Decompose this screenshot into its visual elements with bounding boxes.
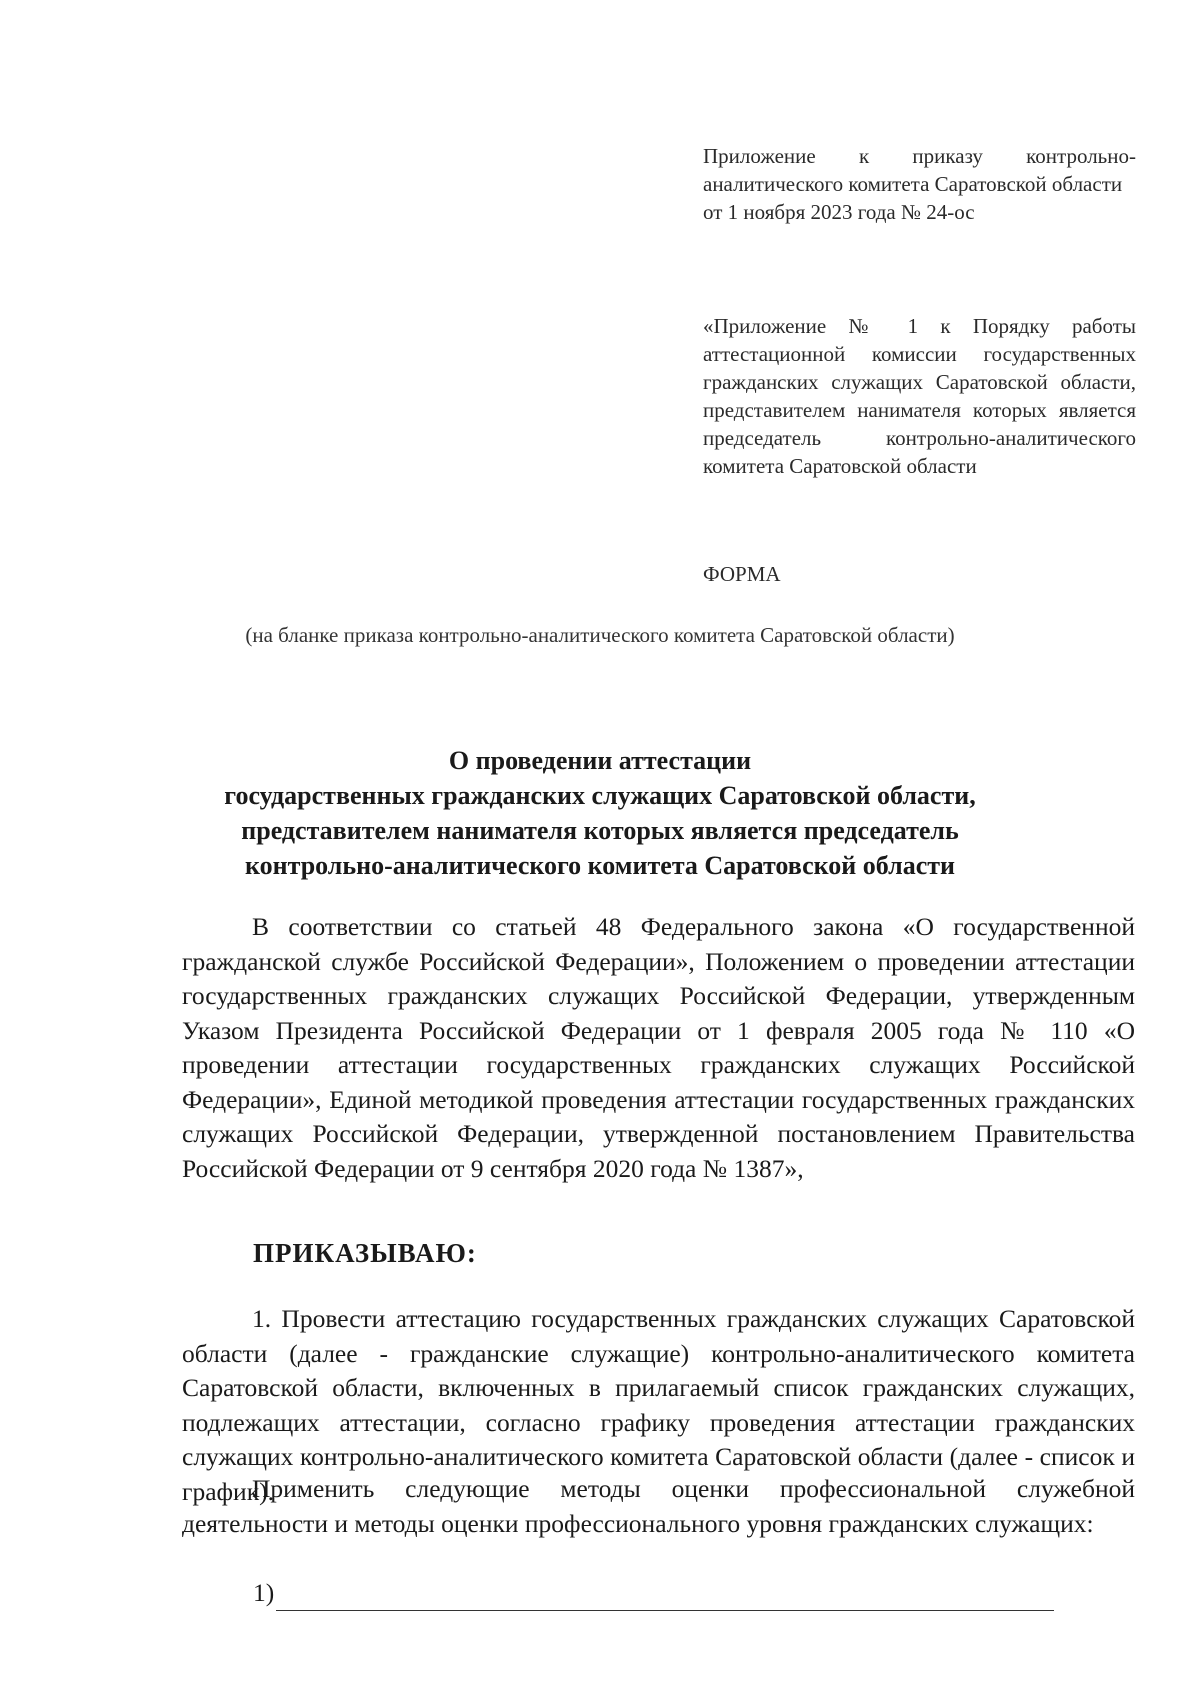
title-line-4: контрольно-аналитического комитета Саратовской области (244, 851, 955, 880)
appendix-procedure-text: «Приложение № 1 к Порядку работы аттестационной комиссии государственных гражданских служащих Саратовской области, представителем нанимателя которых является председатель контрольно-аналитического комитета Саратовской области (703, 314, 1136, 478)
blank-note: (на бланке приказа контрольно-аналитического комитета Саратовской области) (245, 623, 955, 647)
clause-1-methods-text: Применить следующие методы оценки профессиональной служебной деятельности и методы оценки профессионального уровня гражданских служащих: (182, 1474, 1135, 1538)
preamble-paragraph (182, 910, 1135, 1186)
appendix-order-line-1: Приложение к приказу контрольно-аналитического комитета Саратовской области (703, 144, 1136, 196)
clause-1-text: 1. Провести аттестацию государственных гражданских служащих Саратовской области (далее - гражданские служащие) контрольно-аналитического комитета Саратовской области, включенных в прилагаемый список гражданских служащих, подлежащих аттестации, согласно графику проведения аттестации гражданских служащих контрольно-аналитического комитета Саратовской области (далее - список и график). (182, 1304, 1135, 1506)
appendix-order-reference (703, 142, 1136, 226)
title-line-2: государственных гражданских служащих Саратовской области, (224, 781, 976, 810)
title-line-1: О проведении аттестации (448, 746, 752, 775)
method-item-1-label: 1) (253, 1578, 275, 1607)
form-label: ФОРМА (703, 562, 781, 586)
appendix-order-line-2: от 1 ноября 2023 года № 24-ос (703, 200, 975, 224)
method-item-1 (253, 1576, 1054, 1611)
title-line-3: представителем нанимателя которых является председатель (241, 816, 959, 845)
document-title (150, 743, 1050, 883)
clause-1-methods-paragraph (182, 1472, 1135, 1541)
appendix-procedure-reference (703, 312, 1136, 480)
method-item-1-blank-line (276, 1584, 1054, 1611)
order-word: ПРИКАЗЫВАЮ: (253, 1238, 477, 1268)
preamble-text: В соответствии со статьей 48 Федерального закона «О государственной гражданской службе Российской Федерации», Положением о проведении аттестации государственных гражданских служащих Российской Федерации, утвержденным Указом Президента Российской Федерации от 1 февраля 2005 года № 110 «О проведении аттестации государственных гражданских служащих Российской Федерации», Единой методикой проведения аттестации государственных гражданских служащих Российской Федерации, утвержденной постановлением Правительства Российской Федерации от 9 сентября 2020 года № 1387», (182, 912, 1135, 1183)
